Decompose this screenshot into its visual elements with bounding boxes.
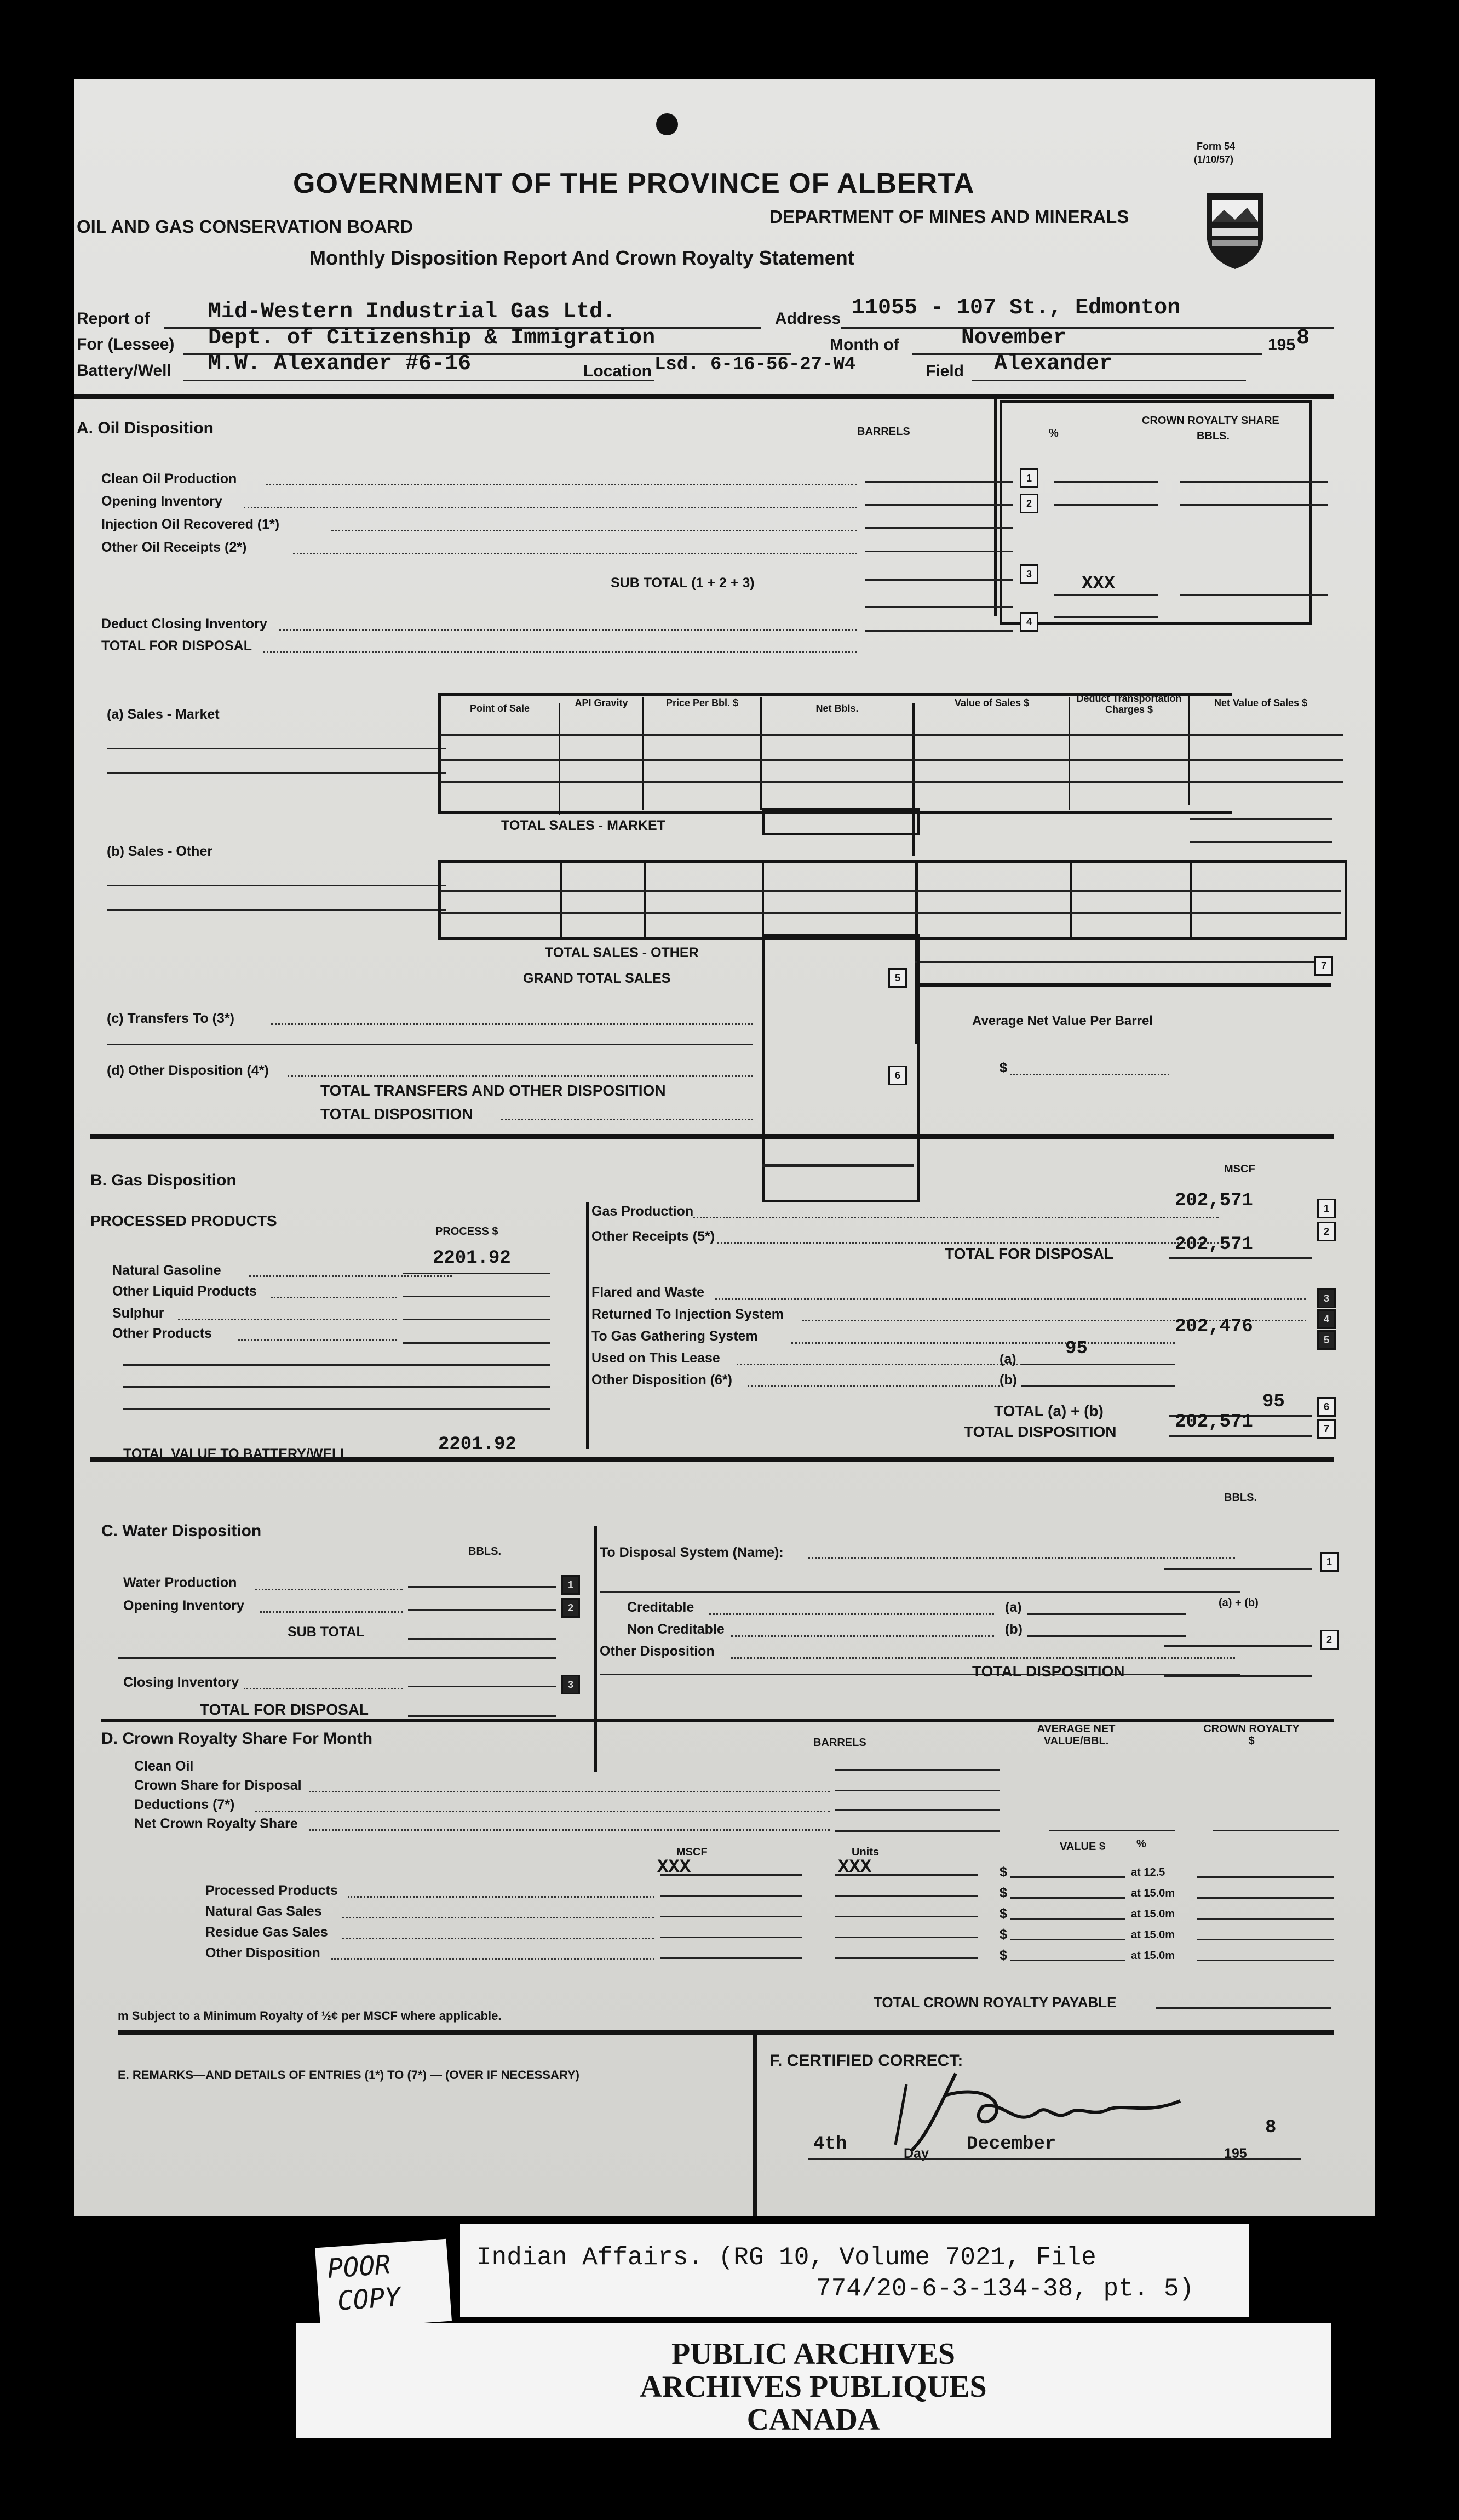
water-box-2: 2 — [561, 1598, 580, 1618]
poor-copy-line2: COPY — [336, 2281, 402, 2317]
water-bbls-header-right: BBLS. — [1224, 1492, 1257, 1504]
total-ab-label: TOTAL (a) + (b) — [994, 1402, 1104, 1419]
gas-total-disposal-label: TOTAL FOR DISPOSAL — [945, 1245, 1114, 1262]
certified-month: December — [967, 2134, 1056, 2155]
crown-row-crown-share: Crown Share for Disposal — [134, 1778, 302, 1793]
crown-col-mscf: MSCF — [676, 1846, 708, 1858]
crown-section-heading: D. Crown Royalty Share For Month — [101, 1729, 373, 1748]
gas-box-5: 5 — [1317, 1330, 1336, 1350]
product-sulphur: Sulphur — [112, 1305, 164, 1321]
total-disposition-label: TOTAL DISPOSITION — [320, 1106, 473, 1122]
sales-box-6: 6 — [888, 1066, 907, 1085]
crown-footnote: m Subject to a Minimum Royalty of ½¢ per MSCF where applicable. — [118, 2009, 502, 2023]
crown-row-deductions: Deductions (7*) — [134, 1797, 235, 1812]
oil-box-2: 2 — [1020, 494, 1038, 513]
month-value: November — [961, 326, 1067, 351]
gas-total-disposition-value: 202,571 — [1175, 1412, 1253, 1433]
form-date: (1/10/57) — [1194, 154, 1234, 165]
crown-dollar-5: $ — [1000, 1948, 1007, 1963]
crown-dollar-2: $ — [1000, 1885, 1007, 1900]
lessee-value: Dept. of Citizenship & Immigration — [208, 326, 656, 351]
product-natural-gasoline: Natural Gasoline — [112, 1263, 221, 1278]
poor-copy-note — [315, 2239, 452, 2330]
sales-box-7: 7 — [1314, 956, 1333, 976]
gas-box-6: 6 — [1317, 1397, 1336, 1417]
year-prefix: 195 — [1268, 336, 1296, 354]
gas-box-1: 1 — [1317, 1199, 1336, 1218]
total-sales-market: TOTAL SALES - MARKET — [501, 818, 665, 833]
gas-mscf-header: MSCF — [1224, 1163, 1255, 1175]
crown-product-processed: Processed Products — [205, 1883, 338, 1898]
gas-production-label: Gas Production — [591, 1204, 694, 1219]
total-sales-other: TOTAL SALES - OTHER — [545, 945, 699, 960]
processed-products-heading: PROCESSED PRODUCTS — [90, 1212, 277, 1229]
crown-pct-header: % — [1049, 427, 1059, 439]
form-subtitle: Monthly Disposition Report And Crown Royalty Statement — [309, 247, 854, 269]
crown-rate-1: at 12.5 — [1131, 1866, 1165, 1878]
used-on-lease-label: Used on This Lease — [591, 1350, 720, 1366]
non-creditable-label: Non Creditable — [627, 1622, 725, 1637]
col-point-of-sale: Point of Sale — [441, 703, 560, 815]
poor-copy-line1: POOR — [326, 2249, 392, 2284]
crown-product-natural-gas: Natural Gas Sales — [205, 1904, 322, 1919]
water-production-label: Water Production — [123, 1575, 237, 1590]
natural-gasoline-value: 2201.92 — [433, 1248, 511, 1269]
water-box-right-2: 2 — [1320, 1630, 1339, 1650]
archive-ref-line2: 774/20-6-3-134-38, pt. 5) — [816, 2275, 1194, 2303]
oil-deduct-closing: Deduct Closing Inventory — [101, 616, 267, 632]
total-value-battery-label: TOTAL VALUE TO BATTERY/WELL — [123, 1446, 349, 1462]
water-total-disposal-label: TOTAL FOR DISPOSAL — [200, 1701, 369, 1718]
gas-box-4: 4 — [1317, 1309, 1336, 1329]
oil-barrels-header: BARRELS — [857, 426, 910, 438]
punch-hole — [656, 113, 678, 135]
other-disposition-label: (d) Other Disposition (4*) — [107, 1063, 269, 1078]
water-section-heading: C. Water Disposition — [101, 1522, 262, 1540]
oil-box-1: 1 — [1020, 468, 1038, 488]
board-name: OIL AND GAS CONSERVATION BOARD — [77, 216, 413, 237]
water-other-disposition-label: Other Disposition — [600, 1643, 715, 1659]
other-receipts-label: Other Receipts (5*) — [591, 1229, 715, 1244]
oil-row-other-receipts: Other Oil Receipts (2*) — [101, 540, 247, 555]
archive-reference-label — [460, 2224, 1249, 2317]
total-ab-value: 95 — [1262, 1391, 1285, 1412]
sales-other-label: (b) Sales - Other — [107, 844, 213, 859]
gas-total-disposition-label: TOTAL DISPOSITION — [964, 1423, 1117, 1440]
remarks-heading: E. REMARKS—AND DETAILS OF ENTRIES (1*) TO (7*) — (OVER IF NECESSARY) — [118, 2068, 579, 2082]
archive-line-french: ARCHIVES PUBLIQUES — [640, 2370, 987, 2404]
crown-rate-4: at 15.0m — [1131, 1929, 1175, 1941]
gas-box-7: 7 — [1317, 1419, 1336, 1439]
water-bbls-header: BBLS. — [468, 1545, 501, 1557]
crown-rate-3: at 15.0m — [1131, 1908, 1175, 1920]
product-other-liquid: Other Liquid Products — [112, 1284, 257, 1299]
gas-section-heading: B. Gas Disposition — [90, 1171, 237, 1189]
certified-year-prefix: 195 — [1224, 2146, 1247, 2161]
crown-rate-5: at 15.0m — [1131, 1950, 1175, 1962]
archive-line-canada: CANADA — [746, 2403, 880, 2437]
sales-other-table — [438, 860, 1347, 940]
crown-col-units: Units — [852, 1846, 879, 1858]
gas-other-disposition-mark: (b) — [1000, 1372, 1017, 1388]
sales-market-label: (a) Sales - Market — [107, 707, 220, 722]
oil-section-heading: A. Oil Disposition — [77, 419, 214, 437]
total-value-battery-amount: 2201.92 — [438, 1434, 516, 1455]
gas-other-disposition-label: Other Disposition (6*) — [591, 1372, 732, 1388]
total-transfers-label: TOTAL TRANSFERS AND OTHER DISPOSITION — [320, 1082, 666, 1099]
crown-avg-net-header: AVERAGE NET VALUE/BBL. — [1037, 1723, 1116, 1747]
address-value: 11055 - 107 St., Edmonton — [852, 296, 1181, 320]
transfers-to-label: (c) Transfers To (3*) — [107, 1011, 234, 1026]
gas-box-2: 2 — [1317, 1222, 1336, 1241]
crown-pct-header: % — [1136, 1838, 1146, 1850]
report-of-label: Report of — [77, 310, 150, 328]
water-box-1: 1 — [561, 1575, 580, 1595]
total-crown-royalty-payable: TOTAL CROWN ROYALTY PAYABLE — [874, 1994, 1117, 2011]
crown-barrels-header: BARRELS — [813, 1737, 866, 1749]
gas-total-disposal-value: 202,571 — [1175, 1234, 1253, 1255]
report-of-value: Mid-Western Industrial Gas Ltd. — [208, 300, 616, 324]
location-value: Lsd. 6-16-56-27-W4 — [654, 354, 856, 375]
water-subtotal-label: SUB TOTAL — [288, 1624, 365, 1640]
crown-bbls-header: BBLS. — [1197, 430, 1230, 442]
water-total-disposition-label: TOTAL DISPOSITION — [972, 1663, 1125, 1680]
to-disposal-system-label: To Disposal System (Name): — [600, 1545, 784, 1560]
oil-subtotal-label: SUB TOTAL (1 + 2 + 3) — [611, 575, 755, 591]
creditable-mark: (a) — [1005, 1600, 1022, 1615]
certified-day-label: Day — [904, 2146, 929, 2161]
department-name: DEPARTMENT OF MINES AND MINERALS — [769, 207, 1129, 227]
oil-row-injection-recovered: Injection Oil Recovered (1*) — [101, 517, 280, 532]
battery-value: M.W. Alexander #6-16 — [208, 352, 472, 376]
col-api-gravity: API Gravity — [560, 697, 644, 810]
crown-xxx-mscf: XXX — [657, 1857, 691, 1878]
water-box-3: 3 — [561, 1675, 580, 1694]
gas-box-3: 3 — [1317, 1288, 1336, 1308]
crown-dollar-4: $ — [1000, 1927, 1007, 1942]
oil-row-opening-inventory: Opening Inventory — [101, 494, 222, 509]
col-price-per-bbl: Price Per Bbl. $ — [644, 697, 762, 810]
crown-royalty-share-header: CROWN ROYALTY SHARE — [1142, 415, 1279, 427]
oil-row-clean-production: Clean Oil Production — [101, 471, 237, 486]
water-ab-label: (a) + (b) — [1219, 1597, 1259, 1609]
form-number: Form 54 — [1197, 141, 1236, 152]
sales-box-5: 5 — [888, 968, 907, 988]
non-creditable-mark: (b) — [1005, 1622, 1023, 1637]
crown-product-residue-gas: Residue Gas Sales — [205, 1925, 328, 1940]
returned-injection-label: Returned To Injection System — [591, 1307, 784, 1322]
flared-waste-label: Flared and Waste — [591, 1285, 705, 1300]
creditable-label: Creditable — [627, 1600, 694, 1615]
col-net-value-of-sales: Net Value of Sales $ — [1214, 697, 1308, 708]
crown-product-other: Other Disposition — [205, 1945, 320, 1961]
water-opening-inventory-label: Opening Inventory — [123, 1598, 244, 1613]
oil-crown-xxx: XXX — [1082, 574, 1116, 594]
crown-xxx-units: XXX — [838, 1857, 872, 1878]
archive-line-english: PUBLIC ARCHIVES — [671, 2337, 956, 2371]
product-other: Other Products — [112, 1326, 212, 1341]
field-label: Field — [926, 362, 964, 380]
col-net-bbls: Net Bbls. — [762, 703, 915, 856]
field-value: Alexander — [994, 352, 1113, 376]
alberta-coat-of-arms-icon — [1202, 189, 1268, 271]
certified-year: 8 — [1265, 2117, 1277, 2138]
oil-box-3: 3 — [1020, 564, 1038, 584]
location-label: Location — [583, 362, 652, 380]
grand-total-sales: GRAND TOTAL SALES — [523, 971, 671, 986]
address-label: Address — [775, 310, 841, 328]
oil-total-for-disposal: TOTAL FOR DISPOSAL — [101, 638, 252, 654]
gathering-system-label: To Gas Gathering System — [591, 1328, 758, 1344]
archive-ref-line1: Indian Affairs. (RG 10, Volume 7021, File — [476, 2243, 1096, 2272]
col-value-of-sales: Value of Sales $ — [915, 697, 1070, 810]
water-closing-inventory-label: Closing Inventory — [123, 1675, 239, 1690]
process-col-header: PROCESS $ — [435, 1225, 498, 1238]
gas-production-value: 202,571 — [1175, 1190, 1253, 1211]
crown-royalty-header: CROWN ROYALTY $ — [1203, 1723, 1300, 1747]
month-label: Month of — [830, 336, 899, 354]
crown-dollar-1: $ — [1000, 1864, 1007, 1880]
avg-net-value-dollar: $ — [1000, 1060, 1007, 1075]
avg-net-value-label: Average Net Value Per Barrel — [972, 1013, 1153, 1028]
certified-heading: F. CERTIFIED CORRECT: — [769, 2052, 963, 2070]
crown-rate-2: at 15.0m — [1131, 1887, 1175, 1899]
certified-day: 4th — [813, 2134, 847, 2155]
crown-row-clean-oil: Clean Oil — [134, 1759, 194, 1774]
crown-dollar-3: $ — [1000, 1906, 1007, 1921]
year-value: 8 — [1296, 326, 1310, 351]
battery-label: Battery/Well — [77, 362, 171, 380]
oil-box-4: 4 — [1020, 612, 1038, 632]
used-on-lease-value: 95 — [1065, 1338, 1088, 1359]
crown-value-header: VALUE $ — [1060, 1841, 1105, 1853]
crown-row-net-share: Net Crown Royalty Share — [134, 1816, 298, 1831]
used-on-lease-mark: (a) — [1000, 1351, 1016, 1367]
disposition-report-form — [74, 79, 1375, 2216]
page-title: GOVERNMENT OF THE PROVINCE OF ALBERTA — [293, 168, 975, 199]
col-deduct-transport: Deduct Transportation Charges $ — [1070, 693, 1190, 805]
public-archives-stamp — [296, 2323, 1331, 2438]
gathering-system-value: 202,476 — [1175, 1316, 1253, 1337]
lessee-label: For (Lessee) — [77, 335, 175, 353]
water-box-right-1: 1 — [1320, 1552, 1339, 1572]
